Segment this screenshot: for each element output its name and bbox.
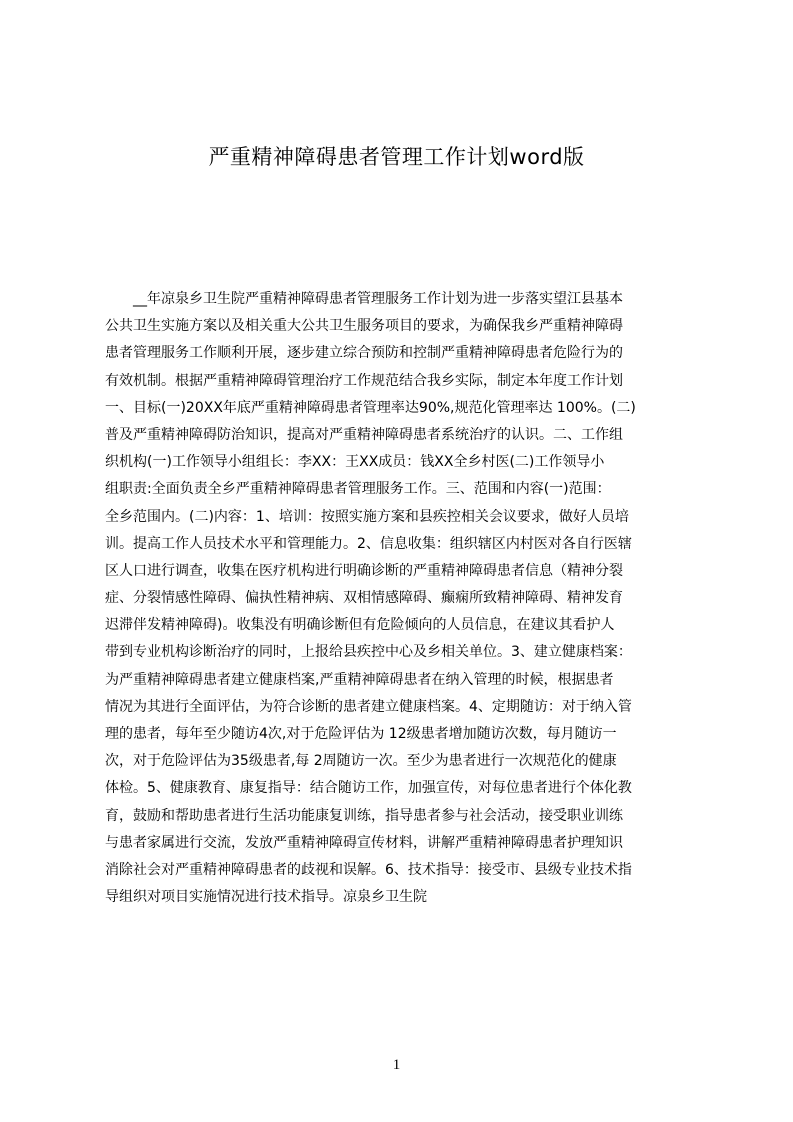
body-line: 训。提高工作人员技术水平和管理能力。2、信息收集：组织辖区内村医对各自行医辖 (105, 535, 632, 552)
body-line: 迟滞伴发精神障碍)。收集没有明确诊断但有危险倾向的人员信息，在建议其看护人 (105, 617, 615, 634)
body-line: 有效机制。根据严重精神障碍管理治疗工作规范结合我乡实际，制定本年度工作计划 (105, 372, 623, 389)
body-line: 患者管理服务工作顺利开展，逐步建立综合预防和控制严重精神障碍患者危险行为的 (105, 345, 623, 362)
body-line: 导组织对项目实施情况进行技术指导。凉泉乡卫生院 (105, 889, 427, 906)
body-line: 公共卫生实施方案以及相关重大公共卫生服务项目的要求，为确保我乡严重精神障碍 (105, 318, 623, 335)
document-body (105, 286, 698, 906)
body-line: 育，鼓励和帮助患者进行生活功能康复训练，指导患者参与社会活动，接受职业训练 (105, 807, 623, 824)
body-line: 全乡范围内。(二)内容：1、培训：按照实施方案和县疾控相关会议要求，做好人员培 (105, 508, 629, 525)
body-line: 理的患者，每年至少随访4次,对于危险评估为 12级患者增加随访次数，每月随访一 (105, 726, 617, 742)
body-line: 情况为其进行全面评估，为符合诊断的患者建立健康档案。4、定期随访：对于纳入管 (105, 698, 632, 715)
body-line: 症、分裂情感性障碍、偏执性精神病、双相情感障碍、癫痫所致精神障碍、精神发育 (105, 590, 623, 607)
body-line: 普及严重精神障碍防治知识，提高对严重精神障碍患者系统治疗的认识。二、工作组 (105, 426, 623, 443)
body-line: 组职责:全面负责全乡严重精神障碍患者管理服务工作。三、范围和内容(一)范围： (105, 481, 611, 498)
body-line: 消除社会对严重精神障碍患者的歧视和误解。6、技术指导：接受市、县级专业技术指 (105, 861, 632, 878)
document-title: 严重精神障碍患者管理工作计划word版 (208, 145, 585, 169)
body-line: 带到专业机构诊断治疗的同时，上报给县疾控中心及乡相关单位。3、建立健康档案： (105, 644, 632, 661)
body-line: 为严重精神障碍患者建立健康档案,严重精神障碍患者在纳入管理的时候，根据患者 (105, 671, 614, 688)
body-line: 织机构(一)工作领导小组组长：李XX：王XX成员：钱XX全乡村医(二)工作领导小 (105, 454, 605, 471)
page-number: 1 (392, 1057, 401, 1073)
body-line: 一、目标(一)20XX年底严重精神障碍患者管理率达90%,规范化管理率达 100%。(二) (105, 399, 636, 416)
body-line: 体检。5、健康教育、康复指导：结合随访工作，加强宣传，对每位患者进行个体化教 (105, 780, 632, 797)
body-line: __年凉泉乡卫生院严重精神障碍患者管理服务工作计划为进一步落实望江县基本 (105, 291, 623, 307)
body-line: 区人口进行调查，收集在医疗机构进行明确诊断的严重精神障碍患者信息（精神分裂 (105, 562, 623, 579)
body-line: 与患者家属进行交流，发放严重精神障碍宣传材料，讲解严重精神障碍患者护理知识 (105, 834, 623, 851)
body-line: 次，对于危险评估为35级患者,每 2周随访一次。至少为患者进行一次规范化的健康 (105, 753, 617, 770)
